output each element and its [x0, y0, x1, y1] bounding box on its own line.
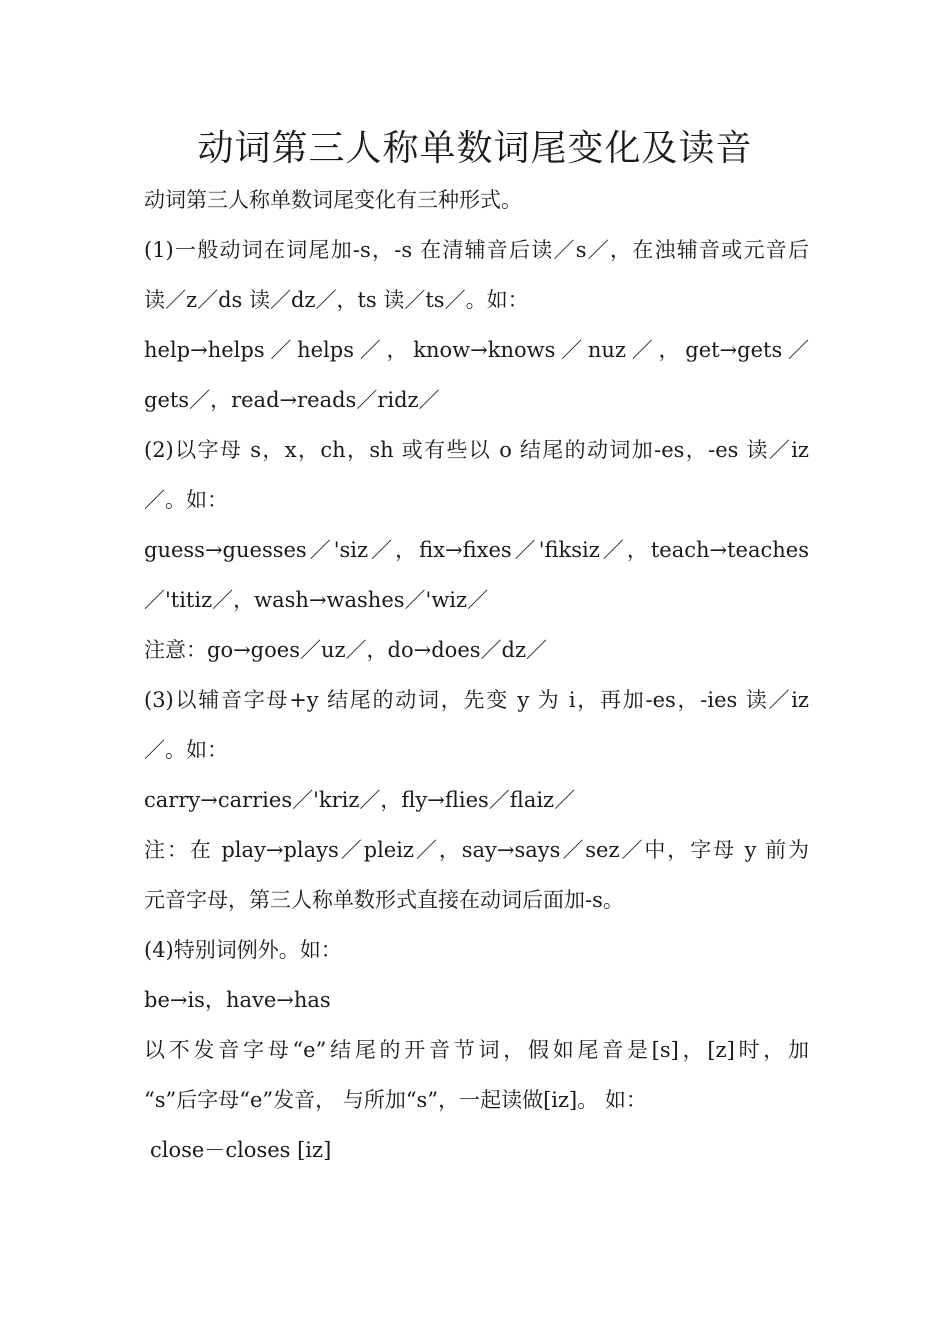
paragraph-line-rule-2-cont: ／。如： [144, 488, 228, 512]
paragraph-line-rule-5-cont: “s”后字母“e”发音， 与所加“s”，一起读做[iz]。 如： [144, 1088, 647, 1112]
paragraph-line-examples-5: close－closes [iz] [150, 1138, 332, 1162]
paragraph-line-examples-1: help→helps／helps／，know→knows／nuz／，get→gets／ [144, 338, 809, 362]
paragraph-line-note-1: 注意：go→goes／uz／，do→does／dz／ [144, 638, 548, 662]
paragraph-line-examples-2: guess→guesses／'siz／，fix→fixes／'fiksiz／，teach→teaches [144, 538, 809, 562]
paragraph-line-rule-5: 以不发音字母“e”结尾的开音节词，假如尾音是[s]，[z]时，加 [144, 1038, 809, 1062]
paragraph-line-rule-1-cont: 读／z／ds 读／dz／，ts 读／ts／。如： [144, 288, 529, 312]
paragraph-line-rule-1: (1)一般动词在词尾加-s，-s 在清辅音后读／s／，在浊辅音或元音后 [144, 238, 809, 262]
paragraph-line-examples-1-cont: gets／，read→reads／ridz／ [144, 388, 440, 412]
paragraph-line-rule-3: (3)以辅音字母+y 结尾的动词，先变 y 为 i，再加-es，-ies 读／iz [144, 688, 809, 712]
paragraph-line-examples-3: carry→carries／'kriz／，fly→flies／flaiz／ [144, 788, 576, 812]
paragraph-line-rule-3-cont: ／。如： [144, 738, 228, 762]
paragraph-line-note-2-cont: 元音字母，第三人称单数形式直接在动词后面加-s。 [144, 888, 624, 912]
paragraph-line-note-2: 注：在 play→plays／pleiz／，say→says／sez／中，字母 y 前为 [144, 838, 809, 862]
paragraph-line-rule-2: (2)以字母 s，x，ch，sh 或有些以 o 结尾的动词加-es，-es 读／iz [144, 438, 809, 462]
document-body [144, 175, 809, 1175]
paragraph-line-rule-4: (4)特别词例外。如： [144, 938, 342, 962]
document-title: 动词第三人称单数词尾变化及读音 [197, 128, 753, 169]
paragraph-line-examples-2-cont: ／'titiz／，wash→washes／'wiz／ [144, 588, 489, 612]
paragraph-line-examples-4: be→is，have→has [144, 988, 331, 1012]
paragraph-line-intro: 动词第三人称单数词尾变化有三种形式。 [144, 188, 522, 212]
